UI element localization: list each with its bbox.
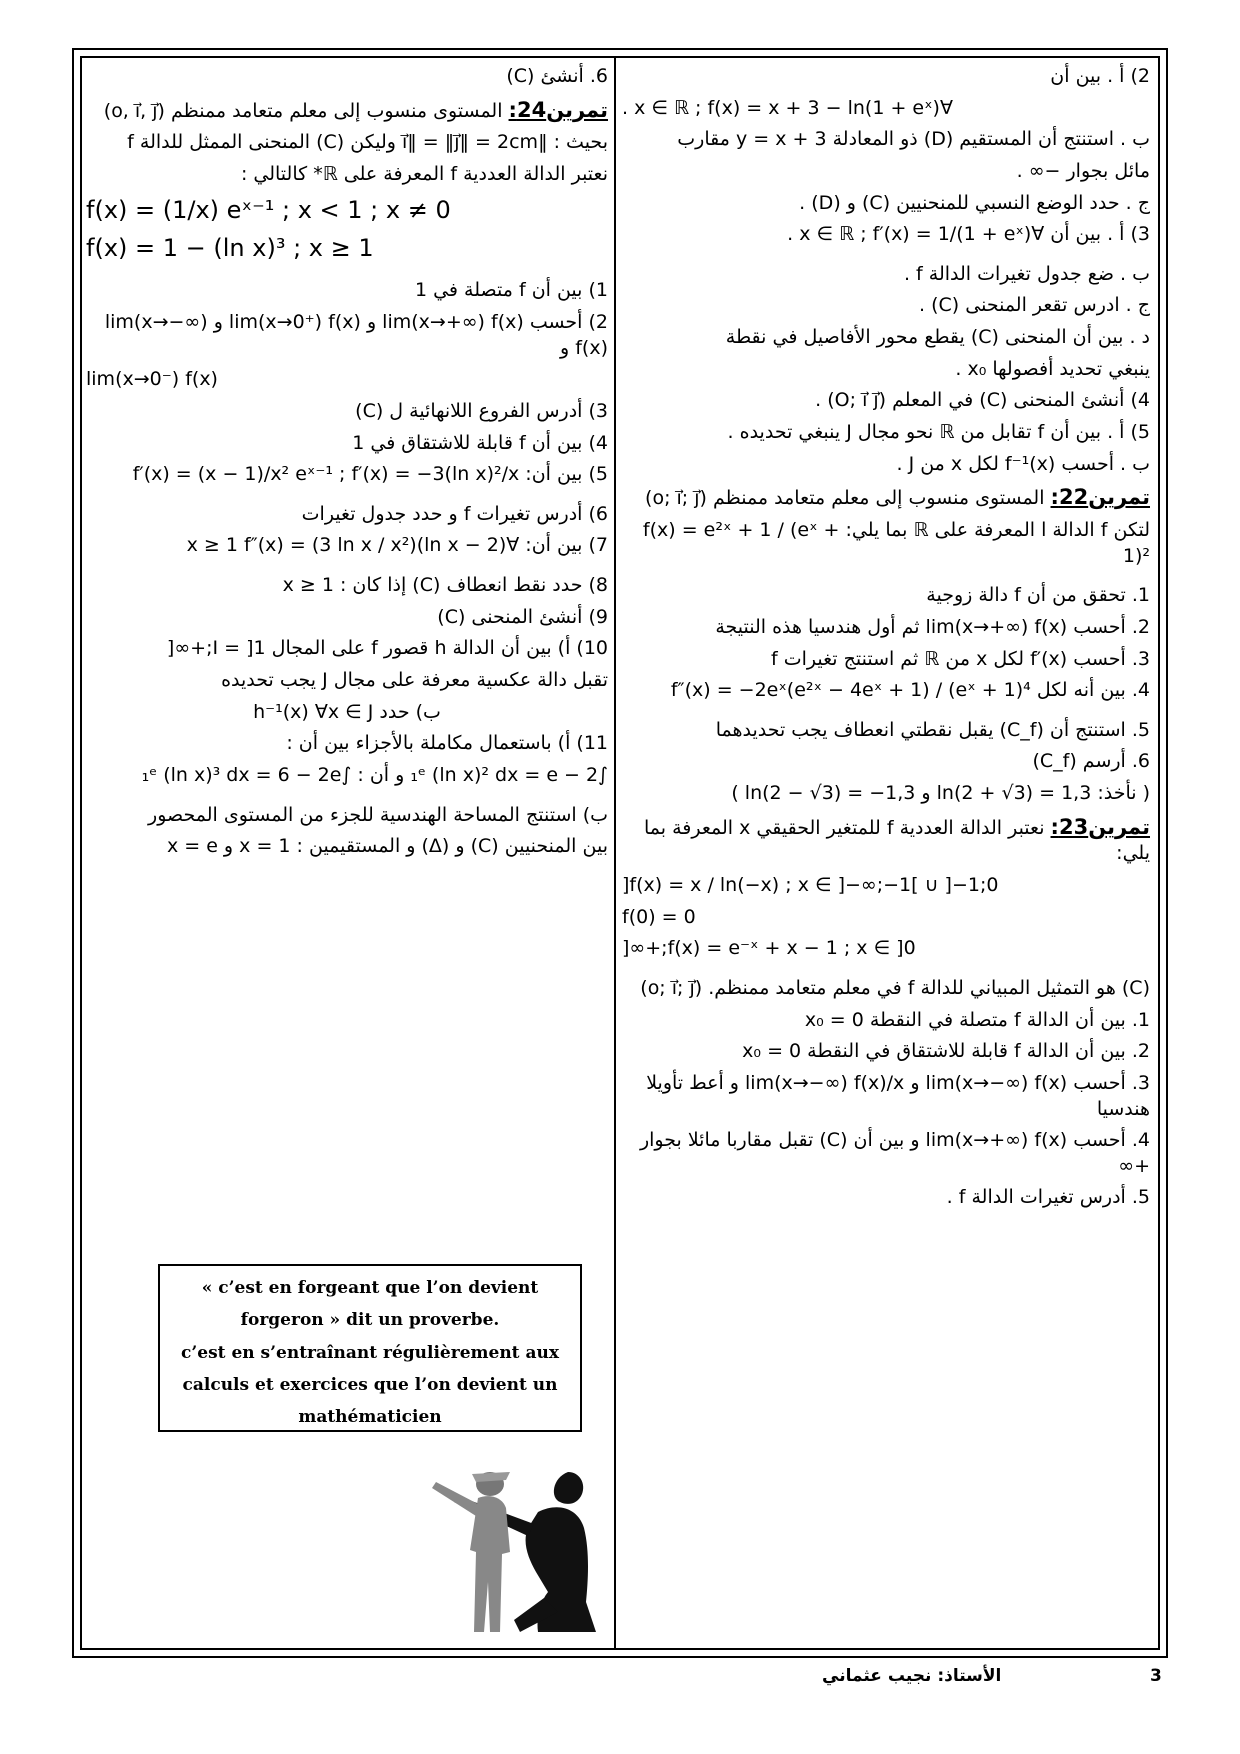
question-item: 8) حدد نقط انعطاف (C) إذا كان : x ≥ 1	[282, 574, 608, 597]
formula-line: 3) أ . بين أن ∀x ∈ ℝ ; f′(x) = 1/(1 + eˣ) .	[787, 223, 1150, 246]
question-item: تقبل دالة عكسية معرفة على مجال J يجب تحديده	[221, 669, 608, 692]
question-item: 3. أحسب f′(x) لكل x من ℝ ثم استنتج تغيرات f	[770, 647, 1150, 670]
question-item: 4. بين أنه لكل f″(x) = −2eˣ(e²ˣ − 4eˣ + 1) / (eˣ + 1)⁴	[670, 679, 1150, 702]
exercise-intro: المستوى منسوب إلى معلم متعامد ممنظم (o; i⃗; j⃗)	[645, 487, 1045, 510]
piecewise-case: f(x) = x / ln(−x) ; x ∈ ]−∞;−1[ ∪ ]−1;0[	[622, 874, 999, 897]
exercise-intro: نعتبر الدالة العددية f للمتغير الحقيقي x المعرفة بما يلي:	[644, 816, 1150, 865]
question-item: 2) أحسب lim(x→+∞) f(x) و lim(x→0⁺) f(x) و lim(x→−∞) f(x) و	[104, 310, 608, 359]
exercise-24-heading	[86, 96, 608, 125]
quote-line: calculs et exercices que l’on devient un	[182, 1374, 558, 1395]
exercise-title: تمرين22:	[1050, 485, 1150, 510]
text-line: بحيث : ‖i⃗‖ = ‖j⃗‖ = 2cm وليكن (C) المنحنى الممثل للدالة f	[127, 131, 608, 154]
piecewise-case: f(x) = 1 − (ln x)³ ; x ≥ 1	[86, 233, 374, 262]
integral-line: ∫₁ᵉ (ln x)² dx = e − 2 و أن : ∫₁ᵉ (ln x)³ dx = 6 − 2e	[141, 763, 608, 786]
question-item: 2. بين أن الدالة f قابلة للاشتقاق في النقطة x₀ = 0	[742, 1040, 1150, 1063]
text-line: ينبغي تحديد أفصولها x₀ .	[955, 357, 1150, 380]
question-item: 10) أ) بين أن الدالة h قصور f على المجال I = ]1;+∞[	[166, 637, 608, 660]
function-definition: لتكن f الدالة ا المعرفة على ℝ بما يلي: f(x) = e²ˣ + 1 / (eˣ + 1)²	[642, 518, 1150, 567]
question-item: بين المنحنيين (C) و (Δ) و المستقيمين : x = 1 و x = e	[166, 835, 608, 858]
question-item: 6) أدرس تغيرات f و حدد جدول تغيرات	[301, 502, 608, 525]
formula-line: ∀x ∈ ℝ ; f(x) = x + 3 − ln(1 + eˣ) .	[622, 96, 953, 119]
question-item: 5. استنتج أن (C_f) يقبل نقطتي انعطاف يجب تحديدهما	[715, 718, 1150, 741]
question-item: 3) أدرس الفروع اللانهائية ل (C)	[355, 399, 608, 422]
quote-line: c’est en s’entraînant régulièrement aux	[181, 1342, 559, 1363]
piecewise-case: f(0) = 0	[622, 905, 696, 928]
right-column	[622, 64, 1150, 1217]
quote-line: mathématicien	[298, 1407, 442, 1428]
text-line: 2) أ . بين أن	[1050, 65, 1150, 87]
text-line: مائل بجوار −∞ .	[1016, 159, 1150, 182]
question-item: 1. تحقق من أن f دالة زوجية	[926, 584, 1150, 607]
text-line: ب . استنتج أن المستقيم (D) ذو المعادلة y = x + 3 مقارب	[677, 128, 1150, 151]
question-item: 4) بين أن f قابلة للاشتقاق في 1	[352, 431, 608, 454]
question-item: 2. أحسب lim(x→+∞) f(x) ثم أول هندسيا هذه النتيجة	[715, 615, 1150, 638]
text-line: ج . حدد الوضع النسبي للمنحنيين (C) و (D) .	[799, 191, 1150, 214]
column-divider	[614, 56, 616, 1650]
left-column	[86, 64, 608, 866]
question-item: lim(x→0⁻) f(x)	[86, 368, 218, 391]
note-line: ( نأخذ: ln(2 + √3) = 1,3 و ln(2 − √3) = −1,3 )	[731, 782, 1150, 805]
question-item: 1) بين أن f متصلة في 1	[414, 279, 608, 302]
teacher-child-illustration	[418, 1432, 598, 1640]
question-item: ب) حدد h⁻¹(x) ∀x ∈ J	[253, 700, 441, 723]
question-item: 7) بين أن: ∀x ≥ 1 f″(x) = (3 ln x / x²)(ln x − 2)	[186, 534, 608, 557]
function-definition: نعتبر الدالة العددية f المعرفة على ℝ* كالتالي :	[240, 162, 608, 185]
quote-box	[158, 1264, 582, 1432]
author-credit: الأستاذ: نجيب عثماني	[822, 1666, 1002, 1686]
exercise-23-heading	[622, 813, 1150, 867]
exercise-title: تمرين24:	[508, 97, 608, 122]
page-number: 3	[1150, 1666, 1162, 1686]
exercise-title: تمرين23:	[1050, 814, 1150, 839]
question-item: 5) بين أن: f′(x) = (x − 1)/x² eˣ⁻¹ ; f′(x) = −3(ln x)²/x	[132, 463, 608, 486]
text-line: د . بين أن المنحنى (C) يقطع محور الأفاصيل في نقطة	[725, 326, 1150, 349]
question-item: 4. أحسب lim(x→+∞) f(x) و بين أن (C) تقبل مقاربا مائلا بجوار +∞	[639, 1129, 1150, 1177]
exercise-intro: المستوى منسوب إلى معلم متعامد ممنظم (o, i⃗, j⃗)	[103, 99, 503, 122]
quote-line: forgeron » dit un proverbe.	[240, 1310, 500, 1331]
quote-line: « c’est en forgeant que l’on devient	[201, 1278, 539, 1298]
question-item: 3. أحسب lim(x→−∞) f(x) و lim(x→−∞) f(x)/x و أعط تأويلا هندسيا	[646, 1071, 1150, 1120]
question-item: ب) استنتج المساحة الهندسية للجزء من المستوى المحصور	[148, 803, 608, 826]
question-item: 9) أنشئ المنحنى (C)	[437, 605, 608, 628]
text-line: 5) أ . بين أن f تقابل من ℝ نحو مجال J ينبغي تحديده .	[727, 421, 1150, 444]
text-line: ج . ادرس تقعر المنحنى (C) .	[919, 294, 1150, 317]
text-line: 6. أنشئ (C)	[506, 65, 608, 87]
piecewise-case: f(x) = (1/x) eˣ⁻¹ ; x < 1 ; x ≠ 0	[86, 195, 451, 224]
text-line: ب . ضع جدول تغيرات الدالة f .	[903, 262, 1150, 285]
piecewise-case: f(x) = e⁻ˣ + x − 1 ; x ∈ ]0;+∞[	[622, 937, 916, 960]
text-line: ب . أحسب f⁻¹(x) لكل x من J .	[896, 452, 1150, 475]
text-line: 4) أنشئ المنحنى (C) في المعلم (O; i⃗ j⃗) .	[815, 389, 1150, 412]
question-item: 5. أدرس تغيرات الدالة f .	[946, 1186, 1150, 1209]
question-item: 6. أرسم (C_f)	[1032, 750, 1150, 773]
question-item: 11) أ) باستعمال مكاملة بالأجزاء بين أن :	[286, 732, 608, 755]
question-item: 1. بين أن الدالة f متصلة في النقطة x₀ = 0	[804, 1008, 1150, 1031]
exercise-22-heading	[622, 483, 1150, 512]
curve-definition: (C) هو التمثيل المبياني للدالة f في معلم متعامد ممنظم. (o; i⃗; j⃗)	[640, 976, 1150, 999]
